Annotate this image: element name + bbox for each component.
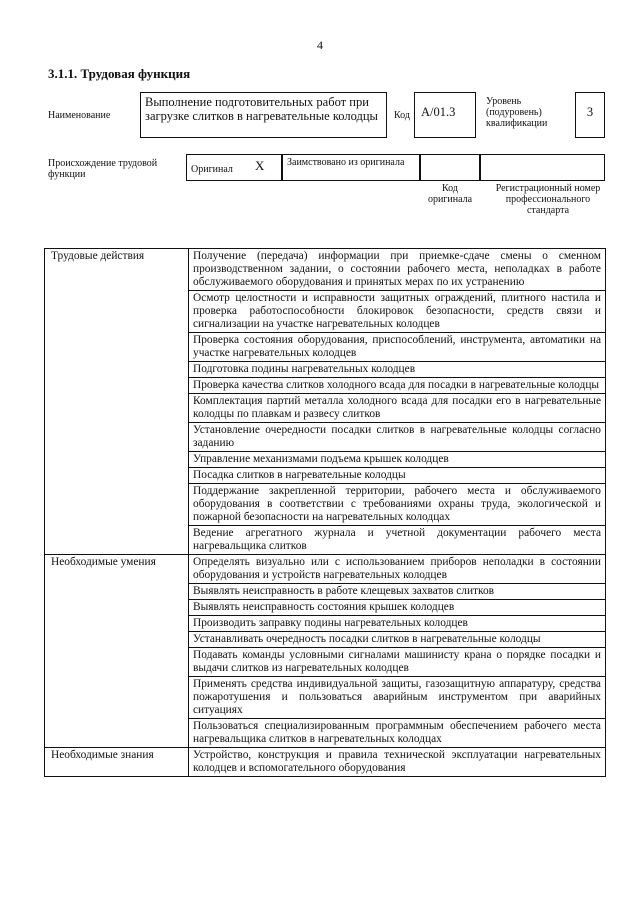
code-label: Код (394, 110, 410, 121)
section-title-cell: Необходимые знания (45, 748, 189, 777)
item-text: Ведение агрегатного журнала и учетной документации рабочего места нагревальщика слитков (189, 526, 606, 555)
item-text: Устанавливать очередность посадки слитков в нагревательные колодцы (189, 632, 606, 648)
section-title-cell: Трудовые действия (45, 249, 189, 555)
borrowed-cell (282, 154, 420, 181)
section-title: 3.1.1. Трудовая функция (48, 66, 191, 81)
section-title-cell: Необходимые умения (45, 555, 189, 748)
item-text: Выявлять неисправность в работе клещевых захватов слитков (189, 584, 606, 600)
item-text: Проверка состояния оборудования, приспособлений, инструмента, автоматики на участке нагревательных колодцев (189, 333, 606, 362)
item-text: Проверка качества слитков холодного всада для посадки в нагревательные колодцы (189, 378, 606, 394)
item-text: Подготовка подины нагревательных колодцев (189, 362, 606, 378)
item-text: Подавать команды условными сигналами машинисту крана о порядке посадки и выдачи слитков из нагревательных колодцев (189, 648, 606, 677)
item-text: Получение (передача) информации при приемке-сдаче смены о сменном производственном задании, о состоянии рабочего места, неполадках в работе обслуживаемого оборудования и принятых мерах по их устранению (189, 249, 606, 291)
function-name-box (140, 92, 387, 138)
item-text: Осмотр целостности и исправности защитных ограждений, плитного настила и проверка работоспособности блокировок безопасности, средств связи и сигнализации на участке нагревательных колодцев (189, 291, 606, 333)
original-mark: X (255, 158, 265, 173)
original-cell (186, 154, 282, 181)
item-text: Выявлять неисправность состояния крышек колодцев (189, 600, 606, 616)
qualification-level-value: 3 (586, 105, 594, 119)
item-text: Устройство, конструкция и правила технической эксплуатации нагревательных колодцев и вспомогательного оборудования (189, 748, 606, 777)
item-text: Поддержание закрепленной территории, рабочего места и обслуживаемого оборудования в соответствии с требованиями охраны труда, экологической и пожарной безопасности на нагревательных колодцах (189, 484, 606, 526)
item-text: Пользоваться специализированным программным обеспечением рабочего места нагревальщика слитков в нагревательных колодцах (189, 719, 606, 748)
code-caption: Код оригинала (427, 183, 473, 205)
table-row (45, 748, 606, 777)
origin-label: Происхождение трудовой функции (48, 158, 158, 180)
page-number: 4 (317, 38, 323, 52)
original-label: Оригинал (191, 164, 233, 175)
item-text: Установление очередности посадки слитков в нагревательные колодцы согласно заданию (189, 423, 606, 452)
item-text: Определять визуально или с использованием приборов неполадки в состоянии оборудования и устройств нагревательных колодцев (189, 555, 606, 584)
item-text: Посадка слитков в нагревательные колодцы (189, 468, 606, 484)
registration-caption: Регистрационный номер профессионального стандарта (495, 183, 601, 216)
qualification-level-label: Уровень (подуровень) квалификации (486, 96, 548, 129)
original-code-cell (420, 154, 480, 181)
table-row (45, 249, 606, 291)
item-text: Управление механизмами подъема крышек колодцев (189, 452, 606, 468)
registration-number-cell (480, 154, 605, 181)
item-text: Комплектация партий металла холодного всада для посадки его в нагревательные колодцы по плавкам и развесу слитков (189, 394, 606, 423)
function-details-table (44, 248, 606, 777)
function-name-value: Выполнение подготовительных работ при загрузке слитков в нагревательные колодцы (145, 95, 378, 123)
qualification-level-box (575, 92, 605, 138)
table-row (45, 555, 606, 584)
item-text: Применять средства индивидуальной защиты, газозащитную аппаратуру, средства пожаротушения и пользоваться аварийным инструментом при аварийных ситуациях (189, 677, 606, 719)
borrowed-label: Заимствовано из оригинала (287, 157, 405, 168)
item-text: Производить заправку подины нагревательных колодцев (189, 616, 606, 632)
name-label: Наименование (48, 110, 111, 121)
code-box (414, 92, 476, 138)
code-value: А/01.3 (421, 105, 456, 119)
